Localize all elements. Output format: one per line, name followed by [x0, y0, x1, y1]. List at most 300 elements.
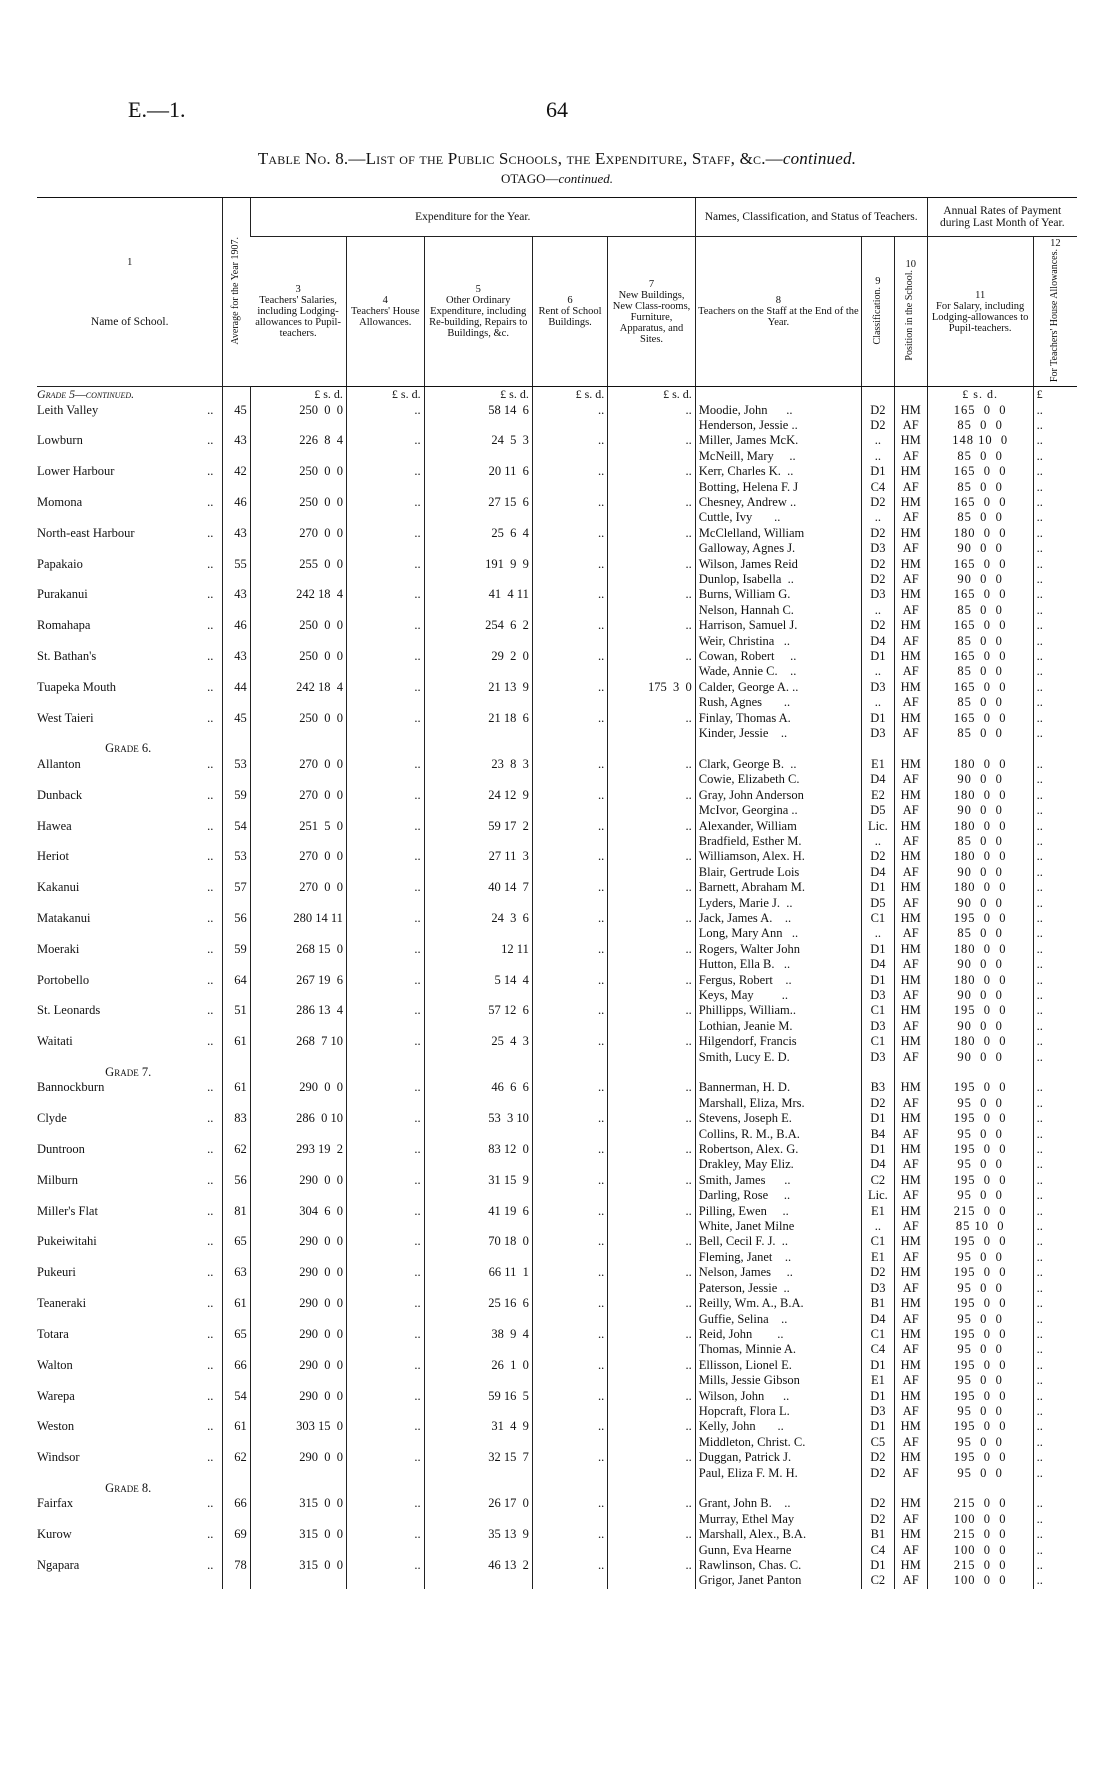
- rent-cell: ..: [532, 1080, 607, 1095]
- house-allowance-cell: [346, 449, 424, 464]
- table-row: [37, 541, 1077, 556]
- house-rate-cell: ..: [1033, 1234, 1077, 1249]
- empty-cell: [608, 1481, 696, 1496]
- classification-cell: C1: [862, 911, 895, 926]
- average-cell: 61: [223, 1419, 250, 1434]
- salaries-cell: [250, 772, 346, 787]
- rent-cell: ..: [532, 1327, 607, 1342]
- position-cell: HM: [894, 1327, 927, 1342]
- house-allowance-cell: [346, 1250, 424, 1265]
- other-expenditure-cell: 83 12 0: [424, 1142, 532, 1157]
- grade-label: Grade 6.: [105, 741, 152, 756]
- classification-cell: D2: [862, 526, 895, 541]
- position-cell: AF: [894, 1188, 927, 1203]
- teacher-name-cell: Kelly, John ..: [695, 1419, 861, 1434]
- salary-rate-cell: 195 0 0: [927, 1265, 1033, 1280]
- school-name: Leith Valley: [37, 402, 99, 417]
- house-allowance-cell: [346, 1373, 424, 1388]
- average-cell: 53: [223, 849, 250, 864]
- classification-cell: ..: [862, 695, 895, 710]
- units-rate: £ s. d.: [927, 387, 1033, 403]
- new-buildings-cell: ..: [608, 495, 696, 510]
- other-expenditure-cell: [424, 1512, 532, 1527]
- school-name-cell: [37, 433, 223, 448]
- table-row: [37, 680, 1077, 695]
- position-cell: HM: [894, 1296, 927, 1311]
- rent-cell: [532, 664, 607, 679]
- average-cell: 43: [223, 649, 250, 664]
- other-expenditure-cell: 20 11 6: [424, 464, 532, 479]
- house-rate-cell: ..: [1033, 1250, 1077, 1265]
- position-cell: HM: [894, 1496, 927, 1511]
- school-name-cell: [37, 587, 223, 602]
- salary-rate-cell: 195 0 0: [927, 1003, 1033, 1018]
- other-expenditure-cell: [424, 634, 532, 649]
- table-row: [37, 1188, 1077, 1203]
- salaries-cell: 315 0 0: [250, 1527, 346, 1542]
- salaries-cell: 250 0 0: [250, 711, 346, 726]
- salary-rate-cell: 180 0 0: [927, 526, 1033, 541]
- table-row: [37, 1234, 1077, 1249]
- classification-cell: C1: [862, 1327, 895, 1342]
- table-row: [37, 603, 1077, 618]
- classification-cell: D1: [862, 711, 895, 726]
- other-expenditure-cell: [424, 1250, 532, 1265]
- empty-cell: [608, 1065, 696, 1080]
- house-rate-cell: ..: [1033, 1435, 1077, 1450]
- house-rate-cell: ..: [1033, 464, 1077, 479]
- new-buildings-cell: ..: [608, 1173, 696, 1188]
- leader-dots: ..: [207, 972, 214, 987]
- classification-cell: D3: [862, 1050, 895, 1065]
- house-allowance-cell: [346, 1096, 424, 1111]
- classification-cell: D3: [862, 541, 895, 556]
- house-rate-cell: ..: [1033, 1358, 1077, 1373]
- school-name: Milburn: [37, 1172, 78, 1187]
- new-buildings-cell: ..: [608, 433, 696, 448]
- position-cell: HM: [894, 1204, 927, 1219]
- new-buildings-cell: [608, 1127, 696, 1142]
- rent-cell: [532, 1219, 607, 1234]
- house-allowance-cell: [346, 957, 424, 972]
- other-expenditure-cell: [424, 896, 532, 911]
- teacher-name-cell: Paul, Eliza F. M. H.: [695, 1466, 861, 1481]
- average-cell: [223, 1573, 250, 1588]
- salary-rate-cell: 165 0 0: [927, 495, 1033, 510]
- teacher-name-cell: Collins, R. M., B.A.: [695, 1127, 861, 1142]
- teacher-name-cell: Nelson, James ..: [695, 1265, 861, 1280]
- classification-cell: E1: [862, 1204, 895, 1219]
- table-row: [37, 726, 1077, 741]
- other-expenditure-cell: 254 6 2: [424, 618, 532, 633]
- school-name-cell: [37, 788, 223, 803]
- new-buildings-cell: ..: [608, 526, 696, 541]
- school-name-cell: [37, 1003, 223, 1018]
- school-name-cell: [37, 1250, 223, 1265]
- rent-cell: ..: [532, 1265, 607, 1280]
- school-name-cell: [37, 926, 223, 941]
- new-buildings-cell: [608, 1373, 696, 1388]
- classification-cell: D5: [862, 803, 895, 818]
- teacher-name-cell: Grigor, Janet Panton: [695, 1573, 861, 1588]
- new-buildings-cell: ..: [608, 1327, 696, 1342]
- house-allowance-cell: [346, 772, 424, 787]
- teacher-name-cell: Botting, Helena F. J: [695, 480, 861, 495]
- salaries-cell: [250, 1250, 346, 1265]
- salaries-cell: [250, 1512, 346, 1527]
- header-rates-group: Annual Rates of Payment during Last Month of Year.: [927, 198, 1077, 237]
- salaries-cell: [250, 865, 346, 880]
- other-expenditure-cell: 66 11 1: [424, 1265, 532, 1280]
- house-rate-cell: ..: [1033, 418, 1077, 433]
- house-rate-cell: ..: [1033, 1188, 1077, 1203]
- header-average: Average for the Year 1907.: [223, 198, 250, 387]
- teacher-name-cell: Marshall, Eliza, Mrs.: [695, 1096, 861, 1111]
- empty-cell: [346, 1481, 424, 1496]
- school-name: St. Bathan's: [37, 649, 97, 664]
- salaries-cell: [250, 695, 346, 710]
- school-name-cell: [37, 557, 223, 572]
- school-name-cell: [37, 403, 223, 418]
- school-name-cell: [37, 1019, 223, 1034]
- salaries-cell: 290 0 0: [250, 1296, 346, 1311]
- grade-heading: [37, 1481, 223, 1496]
- position-cell: AF: [894, 772, 927, 787]
- position-cell: HM: [894, 403, 927, 418]
- house-allowance-cell: ..: [346, 1265, 424, 1280]
- rent-cell: [532, 988, 607, 1003]
- position-cell: HM: [894, 649, 927, 664]
- new-buildings-cell: [608, 1312, 696, 1327]
- house-allowance-cell: [346, 926, 424, 941]
- table-title-continued: continued.: [782, 149, 857, 168]
- school-name-cell: [37, 1188, 223, 1203]
- average-cell: 78: [223, 1558, 250, 1573]
- new-buildings-cell: ..: [608, 1265, 696, 1280]
- classification-cell: D3: [862, 587, 895, 602]
- table-row: [37, 1543, 1077, 1558]
- position-cell: AF: [894, 510, 927, 525]
- new-buildings-cell: [608, 803, 696, 818]
- classification-cell: ..: [862, 449, 895, 464]
- other-expenditure-cell: 59 17 2: [424, 819, 532, 834]
- salary-rate-cell: 215 0 0: [927, 1558, 1033, 1573]
- salary-rate-cell: 90 0 0: [927, 803, 1033, 818]
- empty-cell: [532, 1065, 607, 1080]
- teacher-name-cell: Wilson, James Reid: [695, 557, 861, 572]
- school-name-cell: [37, 526, 223, 541]
- new-buildings-cell: [608, 1543, 696, 1558]
- rent-cell: ..: [532, 1111, 607, 1126]
- position-cell: HM: [894, 757, 927, 772]
- school-name: Romahapa: [37, 618, 91, 633]
- house-rate-cell: ..: [1033, 834, 1077, 849]
- school-name-cell: [37, 1111, 223, 1126]
- teacher-name-cell: Keys, May ..: [695, 988, 861, 1003]
- rent-cell: ..: [532, 973, 607, 988]
- teacher-name-cell: Jack, James A. ..: [695, 911, 861, 926]
- rent-cell: ..: [532, 1389, 607, 1404]
- other-expenditure-cell: 46 6 6: [424, 1080, 532, 1095]
- position-cell: HM: [894, 911, 927, 926]
- classification-cell: Lic.: [862, 819, 895, 834]
- rent-cell: [532, 572, 607, 587]
- teacher-name-cell: McIvor, Georgina ..: [695, 803, 861, 818]
- leader-dots: ..: [207, 910, 214, 925]
- classification-cell: D3: [862, 680, 895, 695]
- empty-cell: [346, 1065, 424, 1080]
- school-name: Clyde: [37, 1111, 67, 1126]
- classification-cell: D3: [862, 726, 895, 741]
- salary-rate-cell: 148 10 0: [927, 433, 1033, 448]
- salaries-cell: 286 13 4: [250, 1003, 346, 1018]
- teacher-name-cell: Lothian, Jeanie M.: [695, 1019, 861, 1034]
- salary-rate-cell: 195 0 0: [927, 1296, 1033, 1311]
- other-expenditure-cell: [424, 572, 532, 587]
- teacher-name-cell: Clark, George B. ..: [695, 757, 861, 772]
- salaries-cell: 293 19 2: [250, 1142, 346, 1157]
- table-row: [37, 880, 1077, 895]
- house-rate-cell: ..: [1033, 480, 1077, 495]
- house-rate-cell: ..: [1033, 988, 1077, 1003]
- new-buildings-cell: ..: [608, 618, 696, 633]
- position-cell: HM: [894, 1558, 927, 1573]
- rent-cell: ..: [532, 680, 607, 695]
- region-name: OTAGO—: [501, 171, 559, 186]
- teacher-name-cell: Lyders, Marie J. ..: [695, 896, 861, 911]
- units-salaries: £ s. d.: [250, 387, 346, 403]
- salary-rate-cell: 95 0 0: [927, 1188, 1033, 1203]
- house-allowance-cell: [346, 1573, 424, 1588]
- rent-cell: ..: [532, 1450, 607, 1465]
- school-name: Fairfax: [37, 1496, 74, 1511]
- salary-rate-cell: 90 0 0: [927, 772, 1033, 787]
- average-cell: 62: [223, 1450, 250, 1465]
- rent-cell: ..: [532, 433, 607, 448]
- other-expenditure-cell: 25 16 6: [424, 1296, 532, 1311]
- other-expenditure-cell: [424, 957, 532, 972]
- salary-rate-cell: 90 0 0: [927, 896, 1033, 911]
- salary-rate-cell: 85 0 0: [927, 480, 1033, 495]
- average-cell: [223, 1543, 250, 1558]
- classification-cell: D4: [862, 1157, 895, 1172]
- other-expenditure-cell: [424, 865, 532, 880]
- school-name-cell: [37, 834, 223, 849]
- average-cell: 66: [223, 1358, 250, 1373]
- classification-cell: B3: [862, 1080, 895, 1095]
- school-name-cell: [37, 1496, 223, 1511]
- rent-cell: ..: [532, 819, 607, 834]
- table-row: [37, 510, 1077, 525]
- teacher-name-cell: Smith, Lucy E. D.: [695, 1050, 861, 1065]
- position-cell: HM: [894, 1173, 927, 1188]
- house-allowance-cell: ..: [346, 1358, 424, 1373]
- average-cell: 54: [223, 1389, 250, 1404]
- empty-cell: [532, 741, 607, 756]
- teacher-name-cell: Kinder, Jessie ..: [695, 726, 861, 741]
- position-cell: AF: [894, 418, 927, 433]
- salary-rate-cell: 85 0 0: [927, 726, 1033, 741]
- grade-label: Grade 8.: [105, 1480, 152, 1495]
- school-name: Allanton: [37, 756, 81, 771]
- house-rate-cell: ..: [1033, 1204, 1077, 1219]
- classification-cell: D1: [862, 1111, 895, 1126]
- classification-cell: D1: [862, 973, 895, 988]
- table-row: [37, 1558, 1077, 1573]
- empty-cell: [608, 741, 696, 756]
- teacher-name-cell: Long, Mary Ann ..: [695, 926, 861, 941]
- school-name-cell: [37, 711, 223, 726]
- table-row: [37, 1265, 1077, 1280]
- average-cell: 63: [223, 1265, 250, 1280]
- other-expenditure-cell: [424, 772, 532, 787]
- table-row: [37, 526, 1077, 541]
- house-rate-cell: ..: [1033, 803, 1077, 818]
- schools-table: [37, 197, 1077, 1589]
- salaries-cell: 226 8 4: [250, 433, 346, 448]
- salaries-cell: 315 0 0: [250, 1496, 346, 1511]
- house-rate-cell: ..: [1033, 772, 1077, 787]
- leader-dots: ..: [207, 1142, 214, 1157]
- rent-cell: ..: [532, 1296, 607, 1311]
- other-expenditure-cell: 21 13 9: [424, 680, 532, 695]
- salaries-cell: 255 0 0: [250, 557, 346, 572]
- teacher-name-cell: Moodie, John ..: [695, 403, 861, 418]
- position-cell: AF: [894, 1404, 927, 1419]
- classification-cell: D2: [862, 418, 895, 433]
- teacher-name-cell: Middleton, Christ. C.: [695, 1435, 861, 1450]
- teacher-name-cell: Finlay, Thomas A.: [695, 711, 861, 726]
- house-rate-cell: ..: [1033, 541, 1077, 556]
- house-rate-cell: ..: [1033, 1050, 1077, 1065]
- rent-cell: [532, 726, 607, 741]
- units-new-buildings: £ s. d.: [608, 387, 696, 403]
- new-buildings-cell: ..: [608, 788, 696, 803]
- house-allowance-cell: ..: [346, 819, 424, 834]
- average-cell: 69: [223, 1527, 250, 1542]
- table-row: [37, 711, 1077, 726]
- school-name-cell: [37, 1342, 223, 1357]
- other-expenditure-cell: 27 11 3: [424, 849, 532, 864]
- school-name: Weston: [37, 1419, 75, 1434]
- school-name-cell: [37, 1543, 223, 1558]
- rent-cell: ..: [532, 1527, 607, 1542]
- classification-cell: ..: [862, 433, 895, 448]
- position-cell: HM: [894, 1003, 927, 1018]
- house-rate-cell: ..: [1033, 757, 1077, 772]
- school-name-cell: [37, 1173, 223, 1188]
- salaries-cell: [250, 418, 346, 433]
- school-name: St. Leonards: [37, 1003, 101, 1018]
- school-name: Hawea: [37, 818, 72, 833]
- position-cell: HM: [894, 526, 927, 541]
- region-continued: continued.: [558, 171, 613, 186]
- salary-rate-cell: 85 0 0: [927, 634, 1033, 649]
- salary-rate-cell: 215 0 0: [927, 1527, 1033, 1542]
- school-name-cell: [37, 880, 223, 895]
- house-allowance-cell: ..: [346, 649, 424, 664]
- teacher-name-cell: Barnett, Abraham M.: [695, 880, 861, 895]
- teacher-name-cell: Blair, Gertrude Lois: [695, 865, 861, 880]
- leader-dots: ..: [207, 756, 214, 771]
- teacher-name-cell: Fergus, Robert ..: [695, 973, 861, 988]
- new-buildings-cell: [608, 1342, 696, 1357]
- salary-rate-cell: 90 0 0: [927, 572, 1033, 587]
- header-position: 10 Position in the School.: [894, 237, 927, 387]
- rent-cell: [532, 1281, 607, 1296]
- salaries-cell: [250, 1573, 346, 1588]
- table-row: [37, 495, 1077, 510]
- grade-row: [37, 741, 1077, 756]
- average-cell: 43: [223, 587, 250, 602]
- other-expenditure-cell: [424, 418, 532, 433]
- salaries-cell: 251 5 0: [250, 819, 346, 834]
- grade-heading: [37, 1065, 223, 1080]
- average-cell: [223, 1342, 250, 1357]
- teacher-name-cell: Gray, John Anderson: [695, 788, 861, 803]
- house-allowance-cell: [346, 1157, 424, 1172]
- units-teacher: [695, 387, 861, 403]
- salaries-cell: [250, 1281, 346, 1296]
- classification-cell: D3: [862, 1404, 895, 1419]
- salaries-cell: 290 0 0: [250, 1080, 346, 1095]
- other-expenditure-cell: 26 1 0: [424, 1358, 532, 1373]
- school-name: Tuapeka Mouth: [37, 679, 117, 694]
- rent-cell: [532, 1188, 607, 1203]
- new-buildings-cell: [608, 1435, 696, 1450]
- classification-cell: ..: [862, 664, 895, 679]
- new-buildings-cell: [608, 418, 696, 433]
- table-row: [37, 834, 1077, 849]
- salaries-cell: [250, 603, 346, 618]
- classification-cell: Lic.: [862, 1188, 895, 1203]
- salary-rate-cell: 215 0 0: [927, 1496, 1033, 1511]
- position-cell: AF: [894, 1512, 927, 1527]
- house-allowance-cell: ..: [346, 911, 424, 926]
- rent-cell: ..: [532, 1034, 607, 1049]
- table-row: [37, 849, 1077, 864]
- table-row: [37, 634, 1077, 649]
- rent-cell: ..: [532, 1358, 607, 1373]
- header-salary-rate: 11 For Salary, including Lodging-allowances to Pupil-teachers.: [927, 237, 1033, 387]
- teacher-name-cell: Grant, John B. ..: [695, 1496, 861, 1511]
- school-name: Teaneraki: [37, 1296, 87, 1311]
- rent-cell: ..: [532, 649, 607, 664]
- school-name-cell: [37, 849, 223, 864]
- salary-rate-cell: 165 0 0: [927, 557, 1033, 572]
- house-rate-cell: ..: [1033, 911, 1077, 926]
- house-allowance-cell: ..: [346, 1080, 424, 1095]
- salary-rate-cell: 95 0 0: [927, 1342, 1033, 1357]
- leader-dots: ..: [207, 587, 214, 602]
- salaries-cell: 303 15 0: [250, 1419, 346, 1434]
- house-rate-cell: ..: [1033, 1373, 1077, 1388]
- salaries-cell: [250, 834, 346, 849]
- other-expenditure-cell: [424, 449, 532, 464]
- house-allowance-cell: ..: [346, 1234, 424, 1249]
- new-buildings-cell: ..: [608, 911, 696, 926]
- rent-cell: [532, 1019, 607, 1034]
- house-allowance-cell: ..: [346, 849, 424, 864]
- house-rate-cell: ..: [1033, 1312, 1077, 1327]
- school-name: Kakanui: [37, 880, 80, 895]
- salaries-cell: [250, 1188, 346, 1203]
- classification-cell: D1: [862, 1142, 895, 1157]
- table-row: [37, 1389, 1077, 1404]
- leader-dots: ..: [207, 679, 214, 694]
- house-allowance-cell: ..: [346, 1496, 424, 1511]
- other-expenditure-cell: 31 4 9: [424, 1419, 532, 1434]
